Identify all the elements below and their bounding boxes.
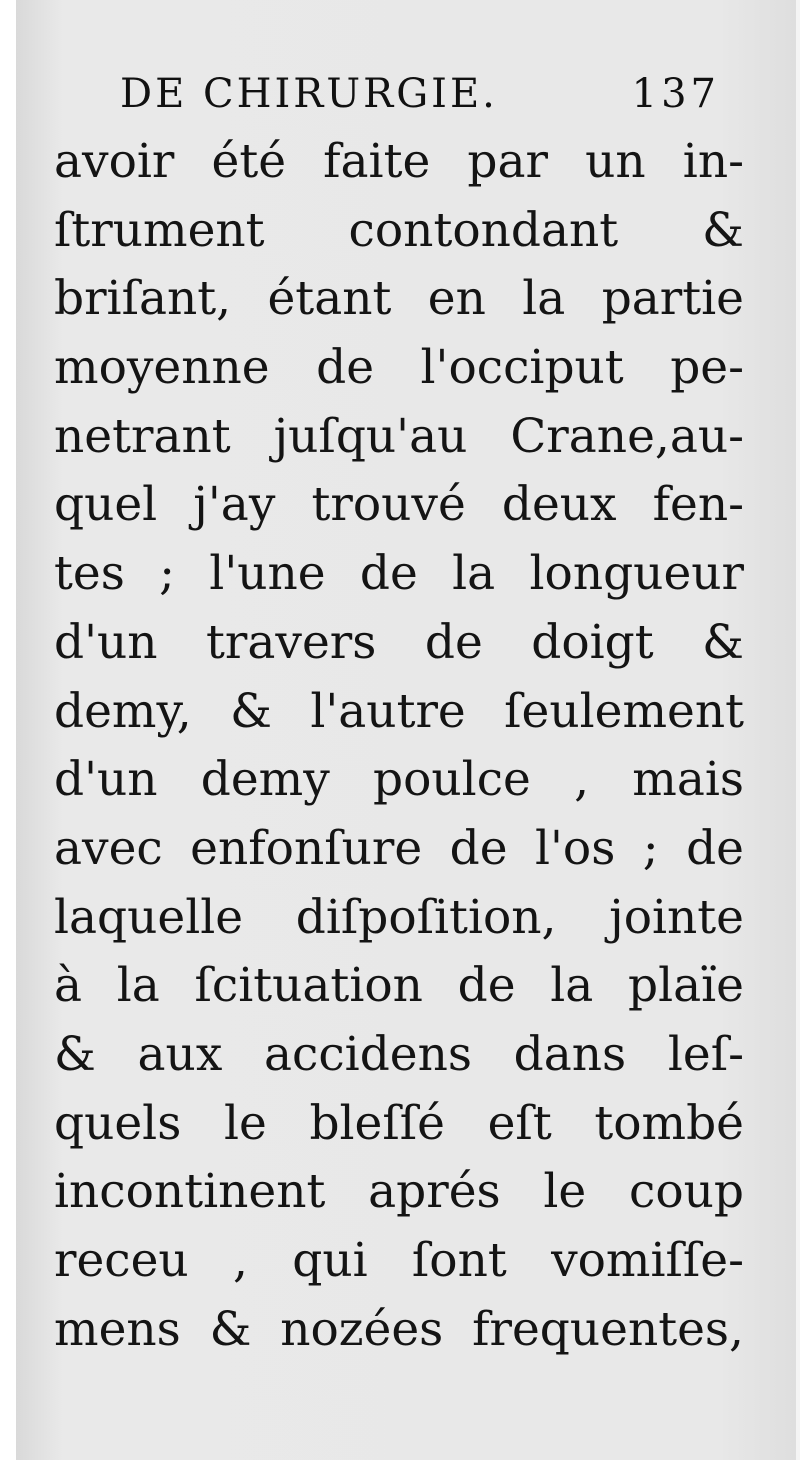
text-line: d'un travers de doigt &	[54, 614, 744, 670]
running-head: DE CHIRURGIE.	[120, 71, 498, 117]
text-line: demy, & l'autre ſeulement	[54, 683, 744, 739]
page-header	[120, 62, 740, 126]
text-line: tes ; l'une de la longueur	[54, 546, 744, 602]
text-line: receu , qui ſont vomiſſe-	[54, 1233, 744, 1288]
page-number: 137	[631, 71, 720, 117]
text-line: avoir été faite par un in-	[54, 134, 744, 189]
text-line: d'un demy poulce , mais	[54, 752, 744, 808]
text-line: quels le bleſſé eſt tombé	[54, 1095, 744, 1151]
text-line: & aux accidens dans leſ-	[54, 1026, 744, 1082]
text-line: incontinent aprés le coup	[54, 1164, 744, 1220]
text-line: netrant juſqu'au Crane,au-	[54, 408, 744, 464]
text-line: à la ſcituation de la plaïe	[54, 958, 744, 1014]
text-line: quel j'ay trouvé deux fen-	[54, 477, 744, 533]
text-line: ſtrument contondant &	[54, 202, 744, 258]
text-line: moyenne de l'occiput pe-	[54, 340, 744, 396]
text-line: mens & nozées frequentes,	[54, 1301, 744, 1357]
text-line: avec enfonſure de l'os ; de	[54, 820, 744, 876]
page-margin-right	[796, 0, 800, 1460]
text-line: laquelle diſpoſition, jointe	[54, 889, 744, 945]
page-margin-left	[0, 0, 16, 1460]
text-line: briſant, étant en la partie	[54, 271, 744, 327]
body-text	[54, 128, 744, 1364]
